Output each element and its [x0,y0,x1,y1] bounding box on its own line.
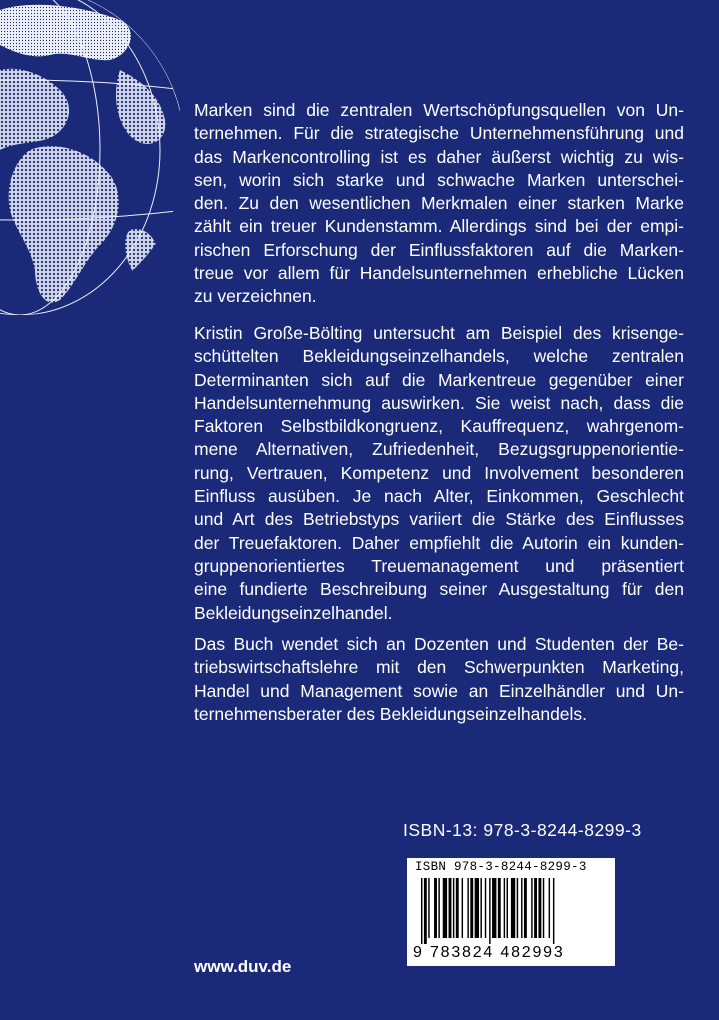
barcode-bar [553,878,554,944]
barcode-bar [538,878,541,938]
text-line: Handelsunternehmung auswirken. Sie weist nach, dass die [194,392,684,413]
barcode-bar [507,878,508,938]
paragraph-study [194,322,684,625]
barcode-bar [475,878,479,938]
barcode-bar [428,878,429,938]
barcode-bar [470,878,473,938]
text-line: Kristin Große-Bölting untersucht am Beispiel des krisenge- [194,323,684,343]
text-line: das Markencontrolling ist es daher äußerst wichtig zu wis- [194,146,684,167]
barcode-bar [449,878,452,938]
barcode-bar [534,878,537,938]
barcode-bar [549,878,550,938]
text-line: zu verzeichnen. [194,286,317,307]
barcode-bar [438,878,439,938]
text-line: Das Buch wendet sich an Dozenten und Studenten der Be- [194,634,684,654]
text-line: gruppenorientiertes Treuemanagement und präsentiert [194,555,684,576]
text-line: zählt ein treuer Kundenstamm. Allerdings sind bei der empi- [194,216,684,237]
barcode-isbn-text: ISBN 978-3-8244-8299-3 [415,860,587,874]
text-line: und Art des Betriebstyps variiert die Stärke des Einflusses [194,509,684,530]
barcode-bar [424,878,427,944]
text-line: rischen Erforschung der Einflussfaktoren auf die Marken- [194,239,684,260]
barcode-bar [485,878,486,938]
barcode-bar [480,878,481,938]
isbn-label: ISBN-13: 978-3-8244-8299-3 [403,820,642,840]
text-line: ternehmensberater des Bekleidungseinzelhandels. [194,703,588,724]
barcode-number: 9 783824 482993 [413,944,565,961]
barcode-bar [434,878,437,938]
barcode-bar [498,878,501,938]
barcode-bar [504,878,505,938]
barcode [407,858,615,966]
barcode-bar [543,878,544,938]
barcode-bar [462,878,463,938]
text-line: schüttelten Bekleidungseinzelhandels, welche zentralen [194,346,684,367]
text-line: ternehmen. Für die strategische Unternehmensführung und [194,123,684,144]
text-line: sen, worin sich starke und schwache Marken unterschei- [194,169,684,190]
barcode-bar [531,878,532,938]
barcode-bar [492,878,496,938]
text-line: triebswirtschaftslehre mit den Schwerpunkten Marketing, [194,657,684,678]
publisher-url[interactable]: www.duv.de [194,957,292,976]
text-line: Determinanten sich auf die Markentreue gegenüber einer [194,369,684,390]
globe-illustration [0,0,180,340]
text-line: mene Alternativen, Zufriedenheit, Bezugsgruppenorientie- [194,439,684,460]
text-line: Handel und Management sowie an Einzelhändler und Un- [194,680,684,701]
text-line: treue vor allem für Handelsunternehmen erhebliche Lücken [194,263,684,284]
text-line: Marken sind die zentralen Wertschöpfungsquellen von Un- [194,100,684,120]
barcode-bar [524,878,527,938]
barcode-bar [421,878,422,944]
barcode-bar [511,878,515,938]
text-line: Einfluss ausüben. Je nach Alter, Einkommen, Geschlecht [194,486,684,507]
paragraph-audience [194,633,684,726]
paragraph-intro [194,99,684,309]
barcode-bar [443,878,447,938]
barcode-bar [467,878,468,938]
barcode-bars [407,876,615,946]
text-line: den. Zu den wesentlichen Merkmalen einer starken Marke [194,193,684,214]
barcode-bar [517,878,518,938]
text-line: Bekleidungseinzelhandel. [194,602,393,623]
barcode-bar [521,878,522,938]
text-line: eine fundierte Beschreibung seiner Ausgestaltung für den [194,579,684,600]
barcode-bar [489,878,490,944]
barcode-bar [453,878,454,938]
barcode-bar [456,878,459,938]
text-line: der Treuefaktoren. Daher empfiehlt die Autorin ein kunden- [194,532,684,553]
text-line: rung, Vertrauen, Kompetenz und Involvement besonderen [194,462,684,483]
text-line: Faktoren Selbstbildkongruenz, Kauffrequenz, wahrgenom- [194,416,684,437]
